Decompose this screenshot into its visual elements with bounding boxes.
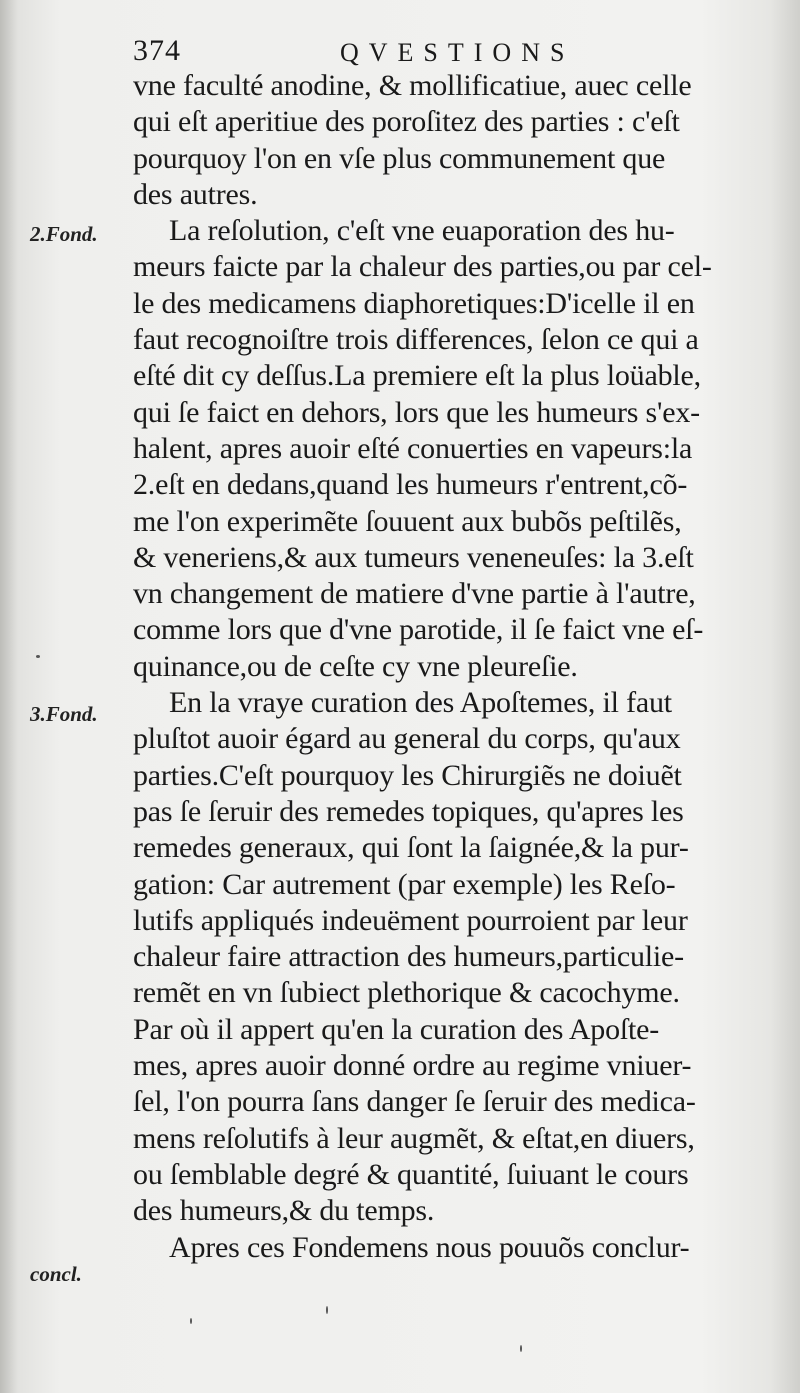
text-line: ou ſemblable degré & quantité, ſuiuant le cours xyxy=(133,1157,689,1191)
text-line: vne faculté anodine, & mollificatiue, auec celle xyxy=(133,69,692,102)
text-line: le des medicamens diaphoretiques:D'icelle il en xyxy=(133,286,695,320)
text-line: des autres. xyxy=(133,177,258,211)
text-line: chaleur faire attraction des humeurs,particulie- xyxy=(133,940,684,974)
text-line: comme lors que d'vne parotide, il ſe faict vne eſ- xyxy=(133,613,704,647)
page-header xyxy=(0,34,800,70)
text-line: ſel, l'on pourra ſans danger ſe ſeruir des medica- xyxy=(133,1085,696,1119)
text-line: remedes generaux, qui ſont la ſaignée,& la pur- xyxy=(133,831,689,865)
paragraph-start-line: Apres ces Fondemens nous pouuõs conclur- xyxy=(169,1230,690,1264)
text-line: halent, apres auoir eſté conuerties en vapeurs:la xyxy=(133,431,693,465)
text-line: des humeurs,& du temps. xyxy=(133,1194,435,1228)
text-line: faut recognoiſtre trois differences, ſelon ce qui a xyxy=(133,323,699,357)
text-line: meurs faicte par la chaleur des parties,ou par cel- xyxy=(133,250,712,284)
text-line: qui ſe faict en dehors, lors que les humeurs s'ex- xyxy=(133,395,700,429)
page-number: 374 xyxy=(133,34,181,67)
text-line: pourquoy l'on en vſe plus communement que xyxy=(133,141,666,175)
ink-speck xyxy=(36,655,40,658)
running-head: QVESTIONS xyxy=(340,38,575,67)
text-line: pas ſe ſeruir des remedes topiques, qu'apres les xyxy=(133,794,684,828)
text-line: quinance,ou de ceſte cy vne pleureſie. xyxy=(133,649,578,683)
margin-note-fond-2: 2.Fond. xyxy=(30,222,98,246)
margin-note-conclusion: concl. xyxy=(30,1262,82,1286)
body-text xyxy=(133,68,761,1266)
text-line: lutifs appliqués indeuëment pourroient par leur xyxy=(133,903,688,937)
text-line: mens reſolutifs à leur augmẽt, & eſtat,en diuers, xyxy=(133,1121,695,1155)
ink-speck xyxy=(326,1306,328,1314)
text-line: & veneriens,& aux tumeurs veneneuſes: la 3.eſt xyxy=(133,540,694,574)
ink-speck xyxy=(190,1318,192,1324)
ink-speck xyxy=(520,1345,522,1352)
text-line: mes, apres auoir donné ordre au regime vniuer- xyxy=(133,1049,692,1083)
text-line: vn changement de matiere d'vne partie à l'autre, xyxy=(133,577,696,611)
text-line: 2.eſt en dedans,quand les humeurs r'entrent,cõ- xyxy=(133,468,688,502)
text-line: qui eſt aperitiue des poroſitez des parties : c'eſt xyxy=(133,105,680,139)
paragraph-start-line: La reſolution, c'eſt vne euaporation des hu- xyxy=(169,214,675,248)
text-line: Par où il appert qu'en la curation des Apoſte- xyxy=(133,1012,660,1046)
margin-note-fond-3: 3.Fond. xyxy=(30,702,98,726)
text-line: me l'on experimẽte ſouuent aux bubõs peſtilẽs, xyxy=(133,504,682,538)
paragraph-start-line: En la vraye curation des Apoſtemes, il faut xyxy=(169,686,672,720)
text-line: pluſtot auoir égard au general du corps, qu'aux xyxy=(133,722,681,756)
text-line: gation: Car autrement (par exemple) les Reſo- xyxy=(133,867,676,901)
text-line: parties.C'eſt pourquoy les Chirurgiẽs ne doiuẽt xyxy=(133,758,682,792)
text-line: remẽt en vn ſubiect plethorique & cacochyme. xyxy=(133,976,680,1010)
text-line: eſté dit cy deſſus.La premiere eſt la plus loüable, xyxy=(133,359,701,393)
